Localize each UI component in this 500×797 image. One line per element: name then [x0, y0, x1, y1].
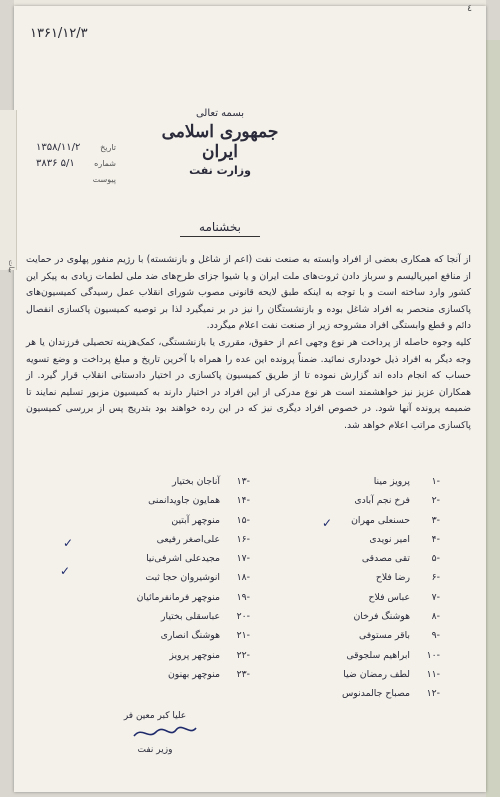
- list-item: -۱۰ ابراهیم سلجوقی: [346, 649, 440, 661]
- corner-mark: ٤: [467, 4, 472, 14]
- signatory-role: وزیر نفت: [137, 745, 173, 755]
- list-item: -۱۱ لطف رمضان ضیا: [343, 668, 440, 680]
- meta-attach-row: [36, 172, 116, 188]
- document-body: [26, 252, 471, 435]
- left-edge-strip: [0, 110, 17, 273]
- signature-scribble-icon: [130, 724, 200, 742]
- right-edge-strip: [486, 40, 500, 797]
- list-item: -۲۳ منوچهر بهنون: [167, 668, 250, 680]
- list-item: -۱۹ منوچهر فرمانفرمائیان: [136, 591, 250, 603]
- signature-block: [110, 708, 200, 758]
- list-item: -۱۷ مجیدعلی اشرفی‌نیا: [146, 553, 250, 565]
- list-item: -۲۰ عباسقلی بختیار: [161, 611, 250, 623]
- meta-attach-label: پیوست: [92, 175, 116, 184]
- list-item: -۱۲ مصباح جالمدنوس: [341, 688, 440, 700]
- side-label: بیات: [7, 260, 15, 273]
- list-item: -۳ حسنعلی مهران: [351, 514, 440, 526]
- meta-date-row: [36, 140, 116, 156]
- basmala: بسمه تعالی: [195, 108, 245, 119]
- names-column-left: [80, 472, 250, 684]
- top-date: ۱۳۶۱/۱۲/۳: [30, 26, 88, 41]
- list-item: -۵ تقی مصدقی: [361, 553, 440, 565]
- list-item: -۱ پرویز مینا: [373, 476, 440, 487]
- handwritten-check-icon: ✓: [322, 516, 333, 530]
- meta-number-value: ۵/۱ ۳۸۳۶: [36, 158, 75, 169]
- letter-meta: [36, 140, 116, 188]
- list-item: -۲۱ هوشنگ انصاری: [160, 630, 250, 642]
- body-paragraph: از آنجا که همکاری بعضی از افراد وابسته به صنعت نفت (اعم از شاغل و بازنشسته) با رژیم منفور پهلوی در حمایت از منافع امپریالیسم و سرباز دادن ثروت‌های ملت ایران و یا شیوا جزای طرح‌های ضد ملی لطمات زیادی به پیکر این کشور وارد ساخته است و با توجه به اینکه طبق لایحه قانونی مصوب شورای انقلاب عمل رسیدگی کمیسیون‌های پاکسازی منحصر به افراد شاغل بوده و بازنشستگان را نیز در بر نمیگیرد لذا بر توصیه کمیسیون پاکسازی انفصال دائم و قطع وابستگی افراد مشروحه زیر از صنعت نفت اعلام میگردد.: [26, 254, 471, 332]
- letterhead: [150, 108, 290, 177]
- handwritten-check-icon: ✓: [63, 536, 74, 550]
- meta-date-value: ۱۳۵۸/۱۱/۲: [36, 142, 81, 153]
- list-item: -۱۸ انوشیروان حجا ثبت: [145, 572, 250, 584]
- list-item: -۱۶ علی‌اصغر رفیعی: [156, 533, 250, 545]
- meta-date-label: تاریخ: [100, 143, 116, 152]
- body-paragraph: کلیه وجوه حاصله از پرداخت هر نوع وجهی اعم از حقوق، مقرری یا بازنشستگی، کمک‌هزینه تحصیلی فرزندان یا هر وجه دیگر به افراد ذیل خودداری نمائید. ضمناً پرونده این عده را همراه با آخرین تاریخ و مبلغ پرداخت و وضع تسویه حساب که انجام داده اند گزارش نموده تا از طریق کمیسیون پاکسازی در اختیار دادستانی انقلاب قرار گیرد. از همکاران عزیز نیز خواهشمند است هر نوع مدرکی از این افراد در اختیار دارند به کمیسیون مزبور تسلیم نمایند تا ضمیمه پرونده آنها شود. در خصوص افراد دیگری نیز که در این رده خواهند بود بتدریج پس از بررسی کمیسیون پاکسازی مراتب اعلام خواهد شد.: [26, 336, 471, 431]
- handwritten-check-icon: ✓: [60, 564, 71, 578]
- list-item: -۱۳ آناجان بختیار: [172, 476, 250, 487]
- country-name: جمهوری اسلامی ایران: [161, 122, 279, 162]
- meta-number-label: شماره: [94, 159, 116, 168]
- ministry-name: وزارت نفت: [189, 164, 251, 177]
- list-item: -۲ فرخ نجم آبادی: [354, 495, 440, 507]
- list-item: -۲۲ منوچهر پرویز: [169, 649, 250, 661]
- list-item: -۱۴ همایون جاویدانمنی: [148, 495, 250, 507]
- list-item: -۸ هوشنگ فرخان: [353, 611, 440, 623]
- names-column-right: [270, 472, 440, 704]
- names-list: [60, 472, 440, 700]
- list-item: -۷ عباس فلاح: [368, 591, 440, 603]
- document-title: بخشنامه: [180, 220, 260, 237]
- list-item: -۱۵ منوچهر آبتین: [171, 514, 250, 526]
- list-item: -۶ رضا فلاح: [375, 572, 440, 584]
- list-item: -۹ باقر مستوفی: [358, 630, 440, 642]
- signatory-name: علیا کبر معین فر: [123, 711, 187, 721]
- list-item: -۴ امیر نویدی: [369, 533, 440, 545]
- meta-number-row: [36, 156, 116, 172]
